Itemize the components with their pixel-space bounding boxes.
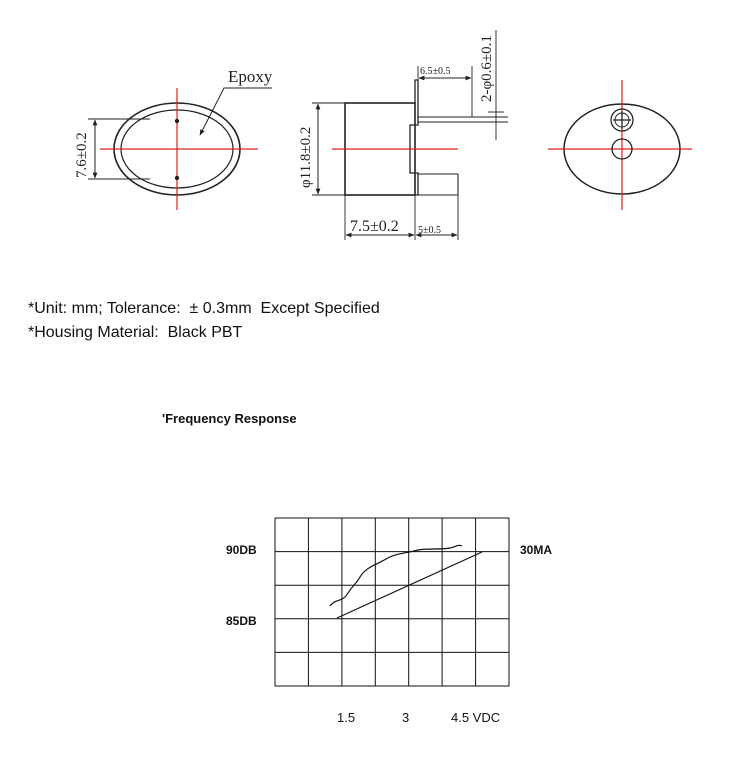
body-dim-label: 7.5±0.2 (350, 218, 399, 235)
y-label-90db: 90DB (226, 543, 257, 557)
diameter-dim-label: φ11.8±0.2 (298, 126, 314, 188)
epoxy-label: Epoxy (228, 67, 273, 86)
note-housing-material: *Housing Material: Black PBT (28, 324, 243, 341)
pin-diameter-dim-label: 2-φ0.6±0.1 (479, 35, 495, 102)
pin-length-dim-label: 5±0.5 (418, 225, 441, 236)
frequency-response-graph (0, 500, 750, 740)
mechanical-drawing (0, 0, 750, 260)
x-label-3: 3 (402, 710, 410, 725)
top-view (74, 67, 273, 210)
side-view (298, 30, 508, 240)
note-unit-tolerance: *Unit: mm; Tolerance: ± 0.3mm Except Specified (28, 300, 380, 317)
x-label-4-5-vdc: 4.5 VDC (451, 710, 501, 725)
x-label-1-5: 1.5 (337, 710, 356, 725)
graph-grid (275, 518, 509, 686)
frequency-response-title: 'Frequency Response (162, 411, 297, 426)
pin-spacing-dim-label: 6.5±0.5 (420, 66, 451, 77)
bottom-view (548, 80, 692, 210)
height-dim-label: 7.6±0.2 (74, 132, 90, 178)
side-view-pin-block (410, 80, 418, 195)
top-view-pin-mark-top (175, 119, 179, 123)
y-label-85db: 85DB (226, 614, 257, 628)
y-label-30ma: 30MA (520, 543, 553, 557)
top-view-pin-mark-bottom (175, 176, 179, 180)
graph-frame (275, 518, 509, 686)
epoxy-leader-line (200, 88, 272, 135)
